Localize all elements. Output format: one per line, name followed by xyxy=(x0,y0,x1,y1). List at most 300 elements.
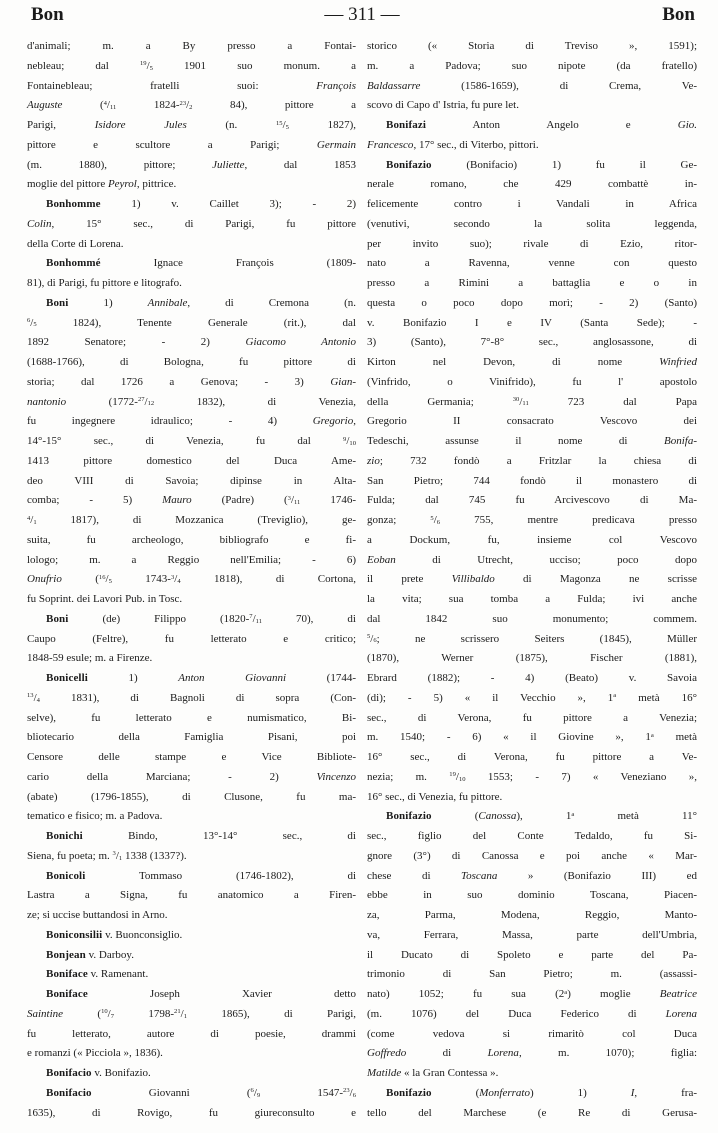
text-run: 755, mentre predicava presso xyxy=(440,514,697,526)
superscript: 5 xyxy=(430,514,434,522)
text-run: (1688-1766), di Bologna, fu pittore di xyxy=(27,356,356,368)
superscript: 7 xyxy=(249,613,253,621)
text-line xyxy=(27,175,356,195)
subscript: 1 xyxy=(183,1012,187,1020)
text-run: (n. xyxy=(186,119,276,131)
headword: Bonjean xyxy=(46,948,86,961)
text-line xyxy=(367,926,697,946)
text-line xyxy=(367,669,697,689)
left-column xyxy=(27,37,356,1123)
text-line xyxy=(27,827,356,847)
italic-text: François xyxy=(316,79,356,92)
text-run: 1413 pittore domestico del Duca Ame- xyxy=(27,454,356,467)
italic-text: Gio. xyxy=(677,119,697,131)
superscript: 5 xyxy=(367,633,371,641)
text-run: / xyxy=(107,1007,111,1020)
italic-text: Baldassarre xyxy=(367,79,421,92)
subscript: 2 xyxy=(189,104,193,112)
text-line xyxy=(27,472,356,492)
superscript: 23 xyxy=(179,99,187,107)
text-run: metà 11° xyxy=(574,810,697,823)
text-run: 1831), di Bagnoli di sopra (Con- xyxy=(39,691,356,704)
text-line xyxy=(367,57,697,77)
headword: Boni xyxy=(46,296,69,309)
text-line xyxy=(367,1084,697,1104)
text-line xyxy=(367,985,697,1005)
text-run: 1865), di Parigi, xyxy=(187,1007,357,1020)
text-run: sec., figlio del Conte Tedaldo, fu Si- xyxy=(367,830,697,842)
text-line xyxy=(367,412,697,432)
text-run: / xyxy=(174,573,178,586)
text-run: di Magonza ne scrisse xyxy=(494,573,697,586)
text-run: ; ne scrissero Seiters (1845), Müller xyxy=(376,632,697,645)
text-run: deo VIII di Savoia; dipinse in Alta- xyxy=(27,474,356,487)
text-line xyxy=(27,156,356,176)
text-run: ( xyxy=(61,573,99,586)
text-run: storia; dal 1726 a Genova; - 3) xyxy=(27,375,331,388)
dictionary-entry xyxy=(27,195,356,254)
subscript: 6 xyxy=(436,518,441,526)
text-line xyxy=(27,254,356,274)
text-run: gnore (3°) di Canossa e poi anche « Mar- xyxy=(367,849,697,862)
text-line xyxy=(367,96,697,116)
text-run: / xyxy=(349,1086,353,1099)
text-run: ( xyxy=(431,1086,480,1099)
text-run: , pittrice. xyxy=(136,178,177,191)
italic-text: Giacomo Antonio xyxy=(245,336,356,349)
text-run: 1818), di Cortona, xyxy=(180,573,356,586)
text-line xyxy=(367,333,697,353)
text-run: / xyxy=(370,632,374,645)
text-run: , 15° sec., di Parigi, fu pittore xyxy=(51,217,356,230)
text-run: , xyxy=(353,415,356,428)
page-number: — 311 — xyxy=(324,4,400,25)
text-run: moglie del pittore xyxy=(27,178,108,191)
text-run: ) 1) xyxy=(529,1086,631,1099)
text-line xyxy=(367,472,697,492)
superscript: 16 xyxy=(98,573,106,581)
text-line xyxy=(27,452,356,472)
text-run: suita, fu archeologo, bibliografo e fi- xyxy=(27,533,356,546)
text-run: questa o poco dopo morì; - 2) (Santo) xyxy=(367,296,697,309)
text-line xyxy=(27,551,356,571)
text-run: per invito suo); rivale di Ezio, ritor- xyxy=(367,237,697,250)
italic-text: Monferrato xyxy=(479,1086,530,1099)
text-run: ( xyxy=(62,99,104,112)
text-run: fu Soprint. dei Lavori Pub. in Tosc. xyxy=(27,593,183,605)
text-line xyxy=(27,867,356,887)
text-line xyxy=(27,570,356,590)
subscript: 5 xyxy=(108,578,112,586)
text-run: Ignace François (1809- xyxy=(100,257,356,270)
text-line xyxy=(27,906,356,926)
subscript: 5 xyxy=(149,64,153,72)
text-run: Kirton nel Devon, di nome xyxy=(367,356,660,368)
subscript: 12 xyxy=(147,400,155,408)
text-run: (Padre) ( xyxy=(191,494,288,507)
superscript: a xyxy=(564,988,568,996)
text-run: (venutivi, secondo la solita leggenda, xyxy=(367,217,697,230)
text-run: Siena, fu poeta; m. xyxy=(27,849,113,862)
text-run: / xyxy=(30,316,34,329)
dictionary-entry xyxy=(367,156,697,808)
italic-text: Mauro xyxy=(162,494,192,507)
text-line xyxy=(27,353,356,373)
text-run: Fulda; dal 745 fu Arcivescovo di Ma- xyxy=(367,494,697,507)
text-line xyxy=(367,531,697,551)
text-run: nebleau; dal xyxy=(27,59,140,72)
text-run: storico (« Storia di Treviso », 1591); xyxy=(367,40,697,52)
superscript: 6 xyxy=(250,1087,254,1095)
text-line xyxy=(27,412,356,432)
running-header xyxy=(27,3,697,27)
superscript: 3 xyxy=(112,850,116,858)
text-run: / xyxy=(253,1086,257,1099)
italic-text: Annibale xyxy=(147,296,188,309)
subscript: 7 xyxy=(110,1012,115,1020)
dictionary-entry xyxy=(27,827,356,867)
text-line xyxy=(27,393,356,413)
text-run: ; 732 fondò a Fritzlar la chiesa di xyxy=(379,454,697,467)
text-line xyxy=(367,946,697,966)
italic-text: Beatrice xyxy=(659,988,697,1000)
text-run: ( xyxy=(431,810,479,823)
text-line xyxy=(367,294,697,314)
text-line xyxy=(27,709,356,729)
dictionary-entry xyxy=(27,610,356,669)
text-run: metà 16° xyxy=(616,691,697,704)
text-line xyxy=(367,393,697,413)
text-line xyxy=(367,728,697,748)
text-run: fu ingegnere idraulico; - 4) xyxy=(27,415,313,428)
text-line xyxy=(27,630,356,650)
italic-text: Francesco xyxy=(367,138,414,151)
text-line xyxy=(367,610,697,630)
text-line xyxy=(367,136,697,156)
text-line xyxy=(27,1104,356,1124)
text-line xyxy=(27,96,356,116)
text-line xyxy=(27,491,356,511)
italic-text: zio xyxy=(367,454,380,467)
text-run: 1824), Tenente Generale (rit.), dal xyxy=(36,316,356,329)
text-line xyxy=(367,156,697,176)
superscript: 19 xyxy=(449,771,456,779)
text-run: 1824- xyxy=(116,99,180,112)
text-run: di Utrecht, ucciso; poco dopo xyxy=(395,553,697,566)
dictionary-entry xyxy=(367,1084,697,1124)
italic-text: Peyrol xyxy=(107,178,137,191)
text-line xyxy=(367,353,697,373)
text-line xyxy=(367,314,697,334)
italic-text: Germain xyxy=(316,138,356,151)
text-run: 1827), xyxy=(288,119,357,131)
italic-text: Isidore Jules xyxy=(94,119,187,131)
text-run: a Dockum, fu, insieme col Vescovo xyxy=(367,533,697,546)
text-run: / xyxy=(106,99,110,112)
text-run: (Vinfrido, o Vinifrido), fu l' apostolo xyxy=(367,375,697,388)
text-line xyxy=(367,827,697,847)
text-line xyxy=(367,175,697,195)
header-guide-word-left: Bon xyxy=(31,4,64,25)
text-run: (m. 1076) del Duca Federico di xyxy=(367,1007,666,1020)
italic-text: I xyxy=(630,1086,635,1099)
text-line xyxy=(27,946,356,966)
text-run: m. a Padova; suo nipote (da fratello) xyxy=(367,59,697,72)
dictionary-entry xyxy=(367,116,697,156)
text-run: la vita; sua tomba a Fulda; ivi anche xyxy=(367,593,697,605)
text-run: nato a Ravenna, venne con questo xyxy=(367,257,697,270)
italic-text: Eoban xyxy=(367,553,396,566)
text-line xyxy=(367,867,697,887)
text-line xyxy=(367,1064,697,1084)
text-line xyxy=(27,748,356,768)
text-run: 1892 Senatore; - 2) xyxy=(27,336,246,349)
text-run: 1338 (1337?). xyxy=(122,849,187,862)
text-run: nezia; m. xyxy=(367,770,450,783)
text-run: / xyxy=(146,59,150,72)
text-run: 1746- xyxy=(300,494,356,507)
superscript: 27 xyxy=(137,396,145,404)
text-run: gonza; xyxy=(367,514,431,526)
text-run: 81), di Parigi, fu pittore e litografo. xyxy=(27,277,182,289)
text-run: lologo; m. a Reggio nell'Emilia; - 6) xyxy=(27,553,356,566)
text-run: (1870), Werner (1875), Fischer (1881), xyxy=(367,652,697,665)
text-run: della Germania; xyxy=(367,395,513,408)
text-run: / xyxy=(115,849,119,862)
italic-text: Matilde xyxy=(367,1067,402,1079)
text-line xyxy=(27,1064,356,1084)
text-run: v. Bonifazio I e IV (Santa Sede); - xyxy=(367,316,697,329)
dictionary-entry xyxy=(27,37,356,195)
text-line xyxy=(27,333,356,353)
text-line xyxy=(27,314,356,334)
text-run: 1848-59 esule; m. a Firenze. xyxy=(27,652,153,665)
text-run: 3) (Santo), 7°-8° sec., anglosassone, di xyxy=(367,336,697,349)
text-run: / xyxy=(144,395,148,408)
text-run: sec., di Verona, fu pittore a Venezia; xyxy=(367,711,697,724)
dictionary-entry xyxy=(27,669,356,827)
text-line xyxy=(367,511,697,531)
text-run: 1743- xyxy=(111,573,171,586)
text-line xyxy=(27,886,356,906)
text-run: tematico e fisico; m. a Padova. xyxy=(27,810,163,823)
text-line xyxy=(367,768,697,788)
text-run: ze; si uccise buttandosi in Arno. xyxy=(27,909,168,921)
text-run: , dal 1853 xyxy=(244,158,356,171)
text-line xyxy=(367,590,697,610)
text-line xyxy=(367,906,697,926)
text-run: 70), di xyxy=(262,612,356,625)
text-line xyxy=(367,649,697,669)
text-run: il prete xyxy=(367,573,452,586)
text-line xyxy=(367,965,697,985)
text-run: / xyxy=(33,691,37,704)
italic-text: Goffredo xyxy=(367,1047,407,1060)
text-run: selve), fu letterato e numismatico, Bi- xyxy=(27,711,356,724)
text-run: 14°-15° sec., di Venezia, fu dal xyxy=(27,435,344,447)
subscript: 11 xyxy=(294,499,301,507)
subscript: 9 xyxy=(256,1091,261,1099)
superscript: 30 xyxy=(512,396,520,404)
text-run: 723 dal Papa xyxy=(528,395,697,408)
text-run: metà xyxy=(653,731,697,744)
subscript: 10 xyxy=(458,775,466,783)
headword: Bonifacio xyxy=(46,1067,92,1079)
text-run: (di); - 5) « il Vecchio », 1 xyxy=(367,691,614,704)
text-run: / xyxy=(290,494,294,507)
text-run: 16° sec., di Verona, fu pittore a Ve- xyxy=(367,751,697,763)
text-run: 1798- xyxy=(114,1007,175,1020)
text-run: 1817), di Mozzanica (Treviglio), ge- xyxy=(36,514,356,526)
text-line xyxy=(27,511,356,531)
superscript: a xyxy=(613,692,617,700)
dictionary-entry xyxy=(27,1064,356,1084)
right-column xyxy=(367,37,697,1123)
text-run: (come vedova si rimaritò col Duca xyxy=(367,1027,697,1040)
headword: Boniface xyxy=(46,988,88,1000)
text-line xyxy=(367,709,697,729)
text-line xyxy=(367,689,697,709)
text-line xyxy=(27,965,356,985)
text-line xyxy=(367,452,697,472)
text-line xyxy=(367,274,697,294)
text-line xyxy=(367,551,697,571)
headword: Bonifazio xyxy=(386,810,432,823)
text-line xyxy=(27,136,356,156)
text-run: Ebrard (1882); - 4) (Beato) v. Savoia xyxy=(367,672,697,684)
text-run: di xyxy=(406,1047,488,1060)
text-run: il Ducato di Spoleto e parte del Pa- xyxy=(367,948,697,961)
text-run: / xyxy=(346,435,350,447)
subscript: 11 xyxy=(255,617,263,625)
text-run: felicemente contro i Vandali in Africa xyxy=(367,198,697,210)
text-line xyxy=(367,1044,697,1064)
text-run: Caupo (Feltre), fu letterato e critico; xyxy=(27,632,356,645)
text-run: ) moglie xyxy=(567,988,660,1000)
text-run: pittore e scultore a Parigi; xyxy=(27,138,317,151)
text-run: tello del Marchese (e Re di Gerusa- xyxy=(367,1106,697,1119)
superscript: a xyxy=(650,731,654,739)
headword: Bonichi xyxy=(46,830,83,842)
dictionary-entry xyxy=(27,965,356,985)
text-run: v. Bonifazio. xyxy=(91,1067,151,1079)
text-run: 1832), di Venezia, xyxy=(154,395,356,408)
superscript: 23 xyxy=(343,1087,350,1095)
italic-text: Bonifa- xyxy=(664,435,697,447)
text-run: ebbe in suo dominio Toscana, Piacen- xyxy=(367,889,697,902)
italic-text: Villibaldo xyxy=(451,573,495,586)
text-run: Tedeschi, assunse il nome di xyxy=(367,435,664,447)
text-line xyxy=(367,847,697,867)
text-line xyxy=(367,630,697,650)
text-line xyxy=(367,37,697,57)
text-run: nerale romano, che 429 combattè in- xyxy=(367,178,697,191)
text-line xyxy=(27,1025,356,1045)
text-line xyxy=(27,610,356,630)
text-run: / xyxy=(455,770,459,783)
headword: Boniconsilii xyxy=(46,928,103,941)
dictionary-entry xyxy=(27,946,356,966)
text-run: ), 1 xyxy=(516,810,572,823)
text-line xyxy=(367,1025,697,1045)
text-run: za, Parma, Modena, Reggio, Manto- xyxy=(367,909,697,921)
text-line xyxy=(367,432,697,452)
italic-text: Onufrio xyxy=(27,573,62,586)
text-run: / xyxy=(433,514,437,526)
text-run: presso a Rimini a battaglia e o in xyxy=(367,277,697,289)
text-run: / xyxy=(282,119,286,131)
text-line xyxy=(27,294,356,314)
italic-text: Gregorio xyxy=(312,415,354,428)
text-run: , m. 1070); figlia: xyxy=(518,1047,698,1060)
text-line xyxy=(27,807,356,827)
text-run: v. Darboy. xyxy=(85,948,134,961)
text-line xyxy=(367,77,697,97)
italic-text: Lorena xyxy=(665,1007,697,1020)
text-run: Tommaso (1746-1802), di xyxy=(85,869,356,882)
superscript: 3 xyxy=(287,494,291,502)
text-run: 1553; - 7) « Veneziano », xyxy=(465,770,697,783)
text-line xyxy=(27,57,356,77)
dictionary-entry xyxy=(27,254,356,294)
subscript: 1 xyxy=(33,518,37,526)
text-line xyxy=(27,669,356,689)
text-run: Giovanni ( xyxy=(91,1086,251,1099)
superscript: 3 xyxy=(170,573,175,581)
superscript: 13 xyxy=(27,692,34,700)
text-run: bliotecario della Famiglia Pisani, poi xyxy=(27,731,356,744)
italic-text: Gian- xyxy=(330,375,356,388)
italic-text: Juliette xyxy=(212,158,245,171)
text-line xyxy=(367,254,697,274)
text-line xyxy=(27,432,356,452)
text-line xyxy=(367,195,697,215)
subscript: 11 xyxy=(109,104,117,112)
headword: Boni xyxy=(46,612,69,625)
dictionary-entry xyxy=(27,867,356,926)
italic-text: Lorena xyxy=(487,1047,519,1060)
headword: Boniface xyxy=(46,968,88,981)
subscript: 10 xyxy=(349,439,356,447)
text-run: (abate) (1796-1855), di Clusone, fu ma- xyxy=(27,790,356,803)
text-line xyxy=(27,215,356,235)
text-line xyxy=(27,1044,356,1064)
dictionary-entry xyxy=(367,37,697,116)
superscript: 21 xyxy=(174,1008,181,1016)
text-run: / xyxy=(105,573,109,586)
text-run: 1) xyxy=(68,296,148,309)
text-run: 1901 suo monum. a xyxy=(152,59,356,72)
superscript: 19 xyxy=(139,60,147,68)
superscript: 10 xyxy=(101,1008,108,1016)
text-run: m. 1540; - 6) « il Giovine », 1 xyxy=(367,731,651,744)
text-line xyxy=(27,649,356,669)
text-run: cario della Marciana; - 2) xyxy=(27,770,317,783)
text-run: , 17° sec., di Viterbo, pittori. xyxy=(413,138,539,151)
text-line xyxy=(27,1084,356,1104)
text-line xyxy=(27,728,356,748)
headword: Bonifazio xyxy=(386,1086,432,1099)
italic-text: Toscana xyxy=(461,869,498,882)
text-run: (1772- xyxy=(66,395,138,408)
text-line xyxy=(27,373,356,393)
text-line xyxy=(367,116,697,136)
text-run: Parigi, xyxy=(27,119,95,131)
text-run: / xyxy=(519,395,523,408)
text-run: trimonio di San Pietro; m. (assassi- xyxy=(367,968,697,981)
text-run: Joseph Xavier detto xyxy=(87,988,356,1000)
text-line xyxy=(367,373,697,393)
